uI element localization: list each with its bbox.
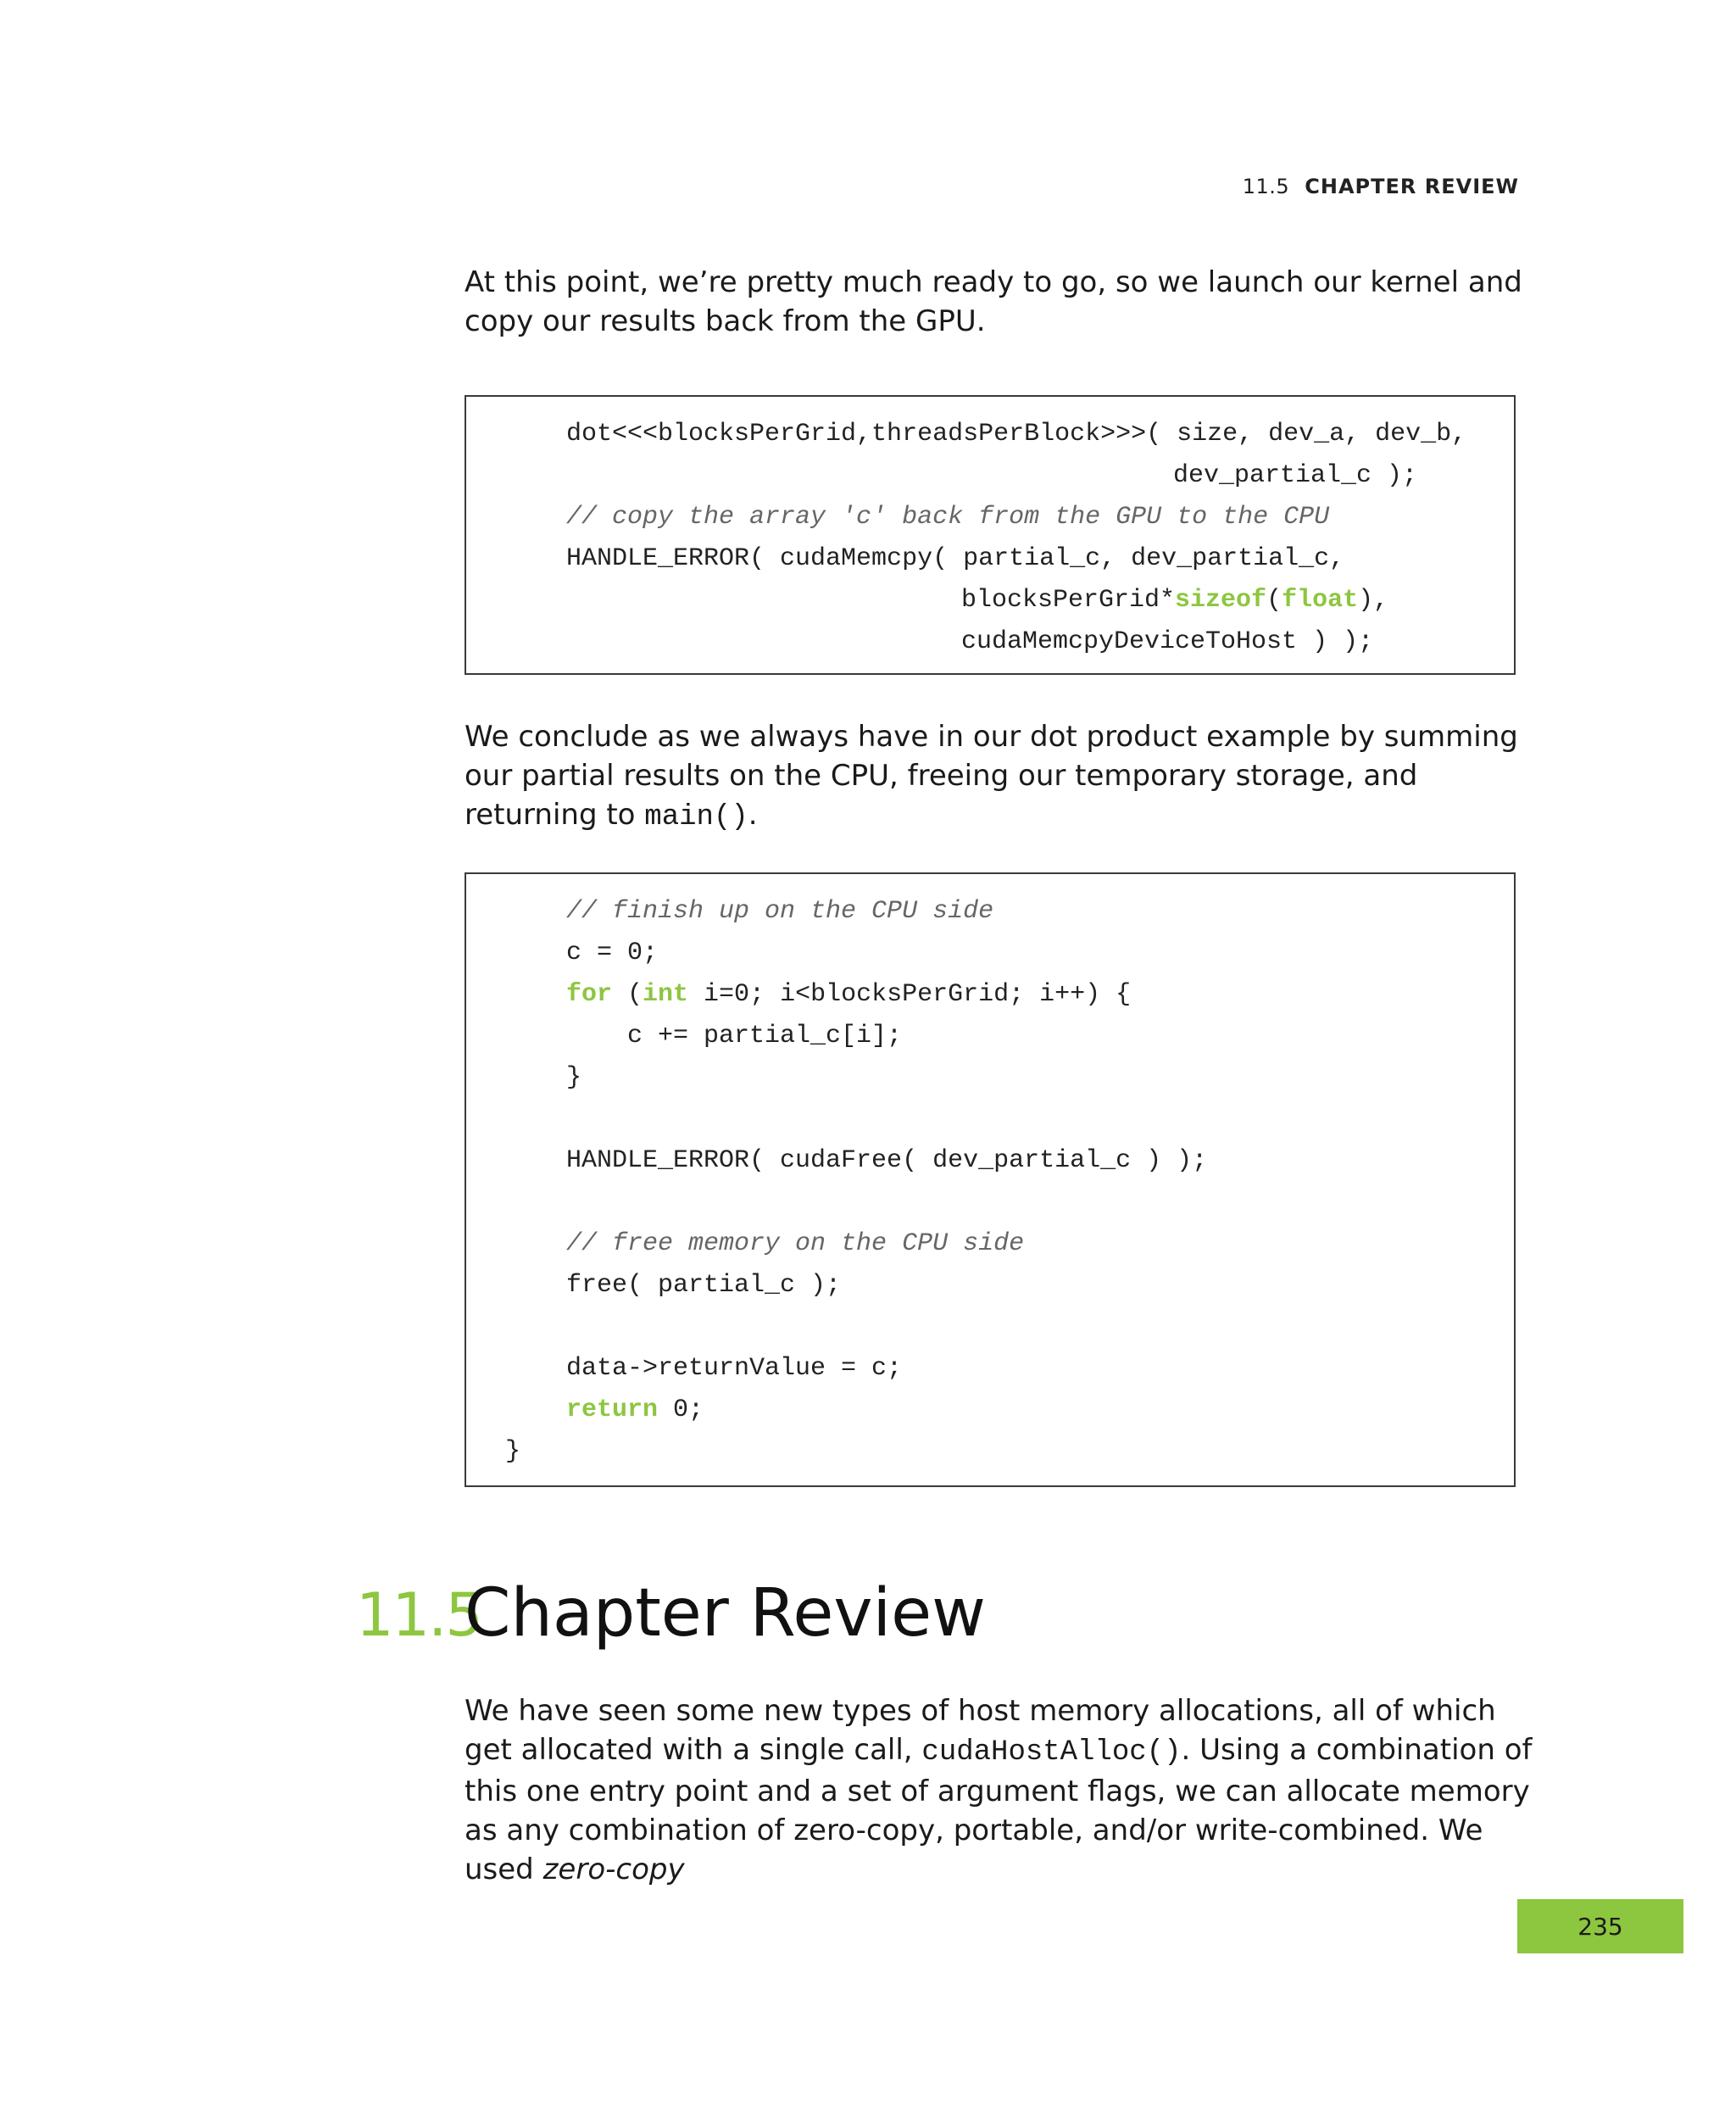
paragraph-review	[465, 1691, 1533, 1889]
section-number: 11.5	[356, 1580, 481, 1650]
paragraph-intro: At this point, we’re pretty much ready to go, so we launch our kernel and copy our results back from the GPU.	[465, 265, 1522, 338]
paragraph-conclusion	[465, 717, 1533, 837]
paragraph-text: .	[748, 798, 758, 832]
paragraph-text: . Using a combination of this one entry point and a set of argument flags, we can allocate memory as any combination of zero-copy, portable, and/or write-combined. We used	[465, 1733, 1533, 1886]
code-block-finish-cpu	[465, 872, 1516, 1487]
code-line: dot<<<blocksPerGrid,threadsPerBlock>>>( size, dev_a, dev_b,	[566, 420, 1467, 448]
code-keyword: sizeof	[1175, 586, 1267, 615]
code-comment: // free memory on the CPU side	[566, 1229, 1025, 1258]
inline-code: cudaHostAlloc()	[921, 1736, 1182, 1769]
code-line: }	[566, 1063, 582, 1092]
code-block-launch-kernel	[465, 395, 1516, 675]
code-line: c = 0;	[566, 939, 659, 967]
code-line: HANDLE_ERROR( cudaFree( dev_partial_c ) );	[566, 1146, 1208, 1175]
code-line	[961, 580, 1388, 621]
code-comment: // copy the array 'c' back from the GPU to the CPU	[566, 503, 1330, 532]
running-head	[1102, 175, 1519, 198]
page-number-box	[1517, 1899, 1683, 1953]
code-line: HANDLE_ERROR( cudaMemcpy( partial_c, dev_partial_c,	[566, 544, 1345, 573]
code-line: dev_partial_c );	[1173, 461, 1418, 490]
code-text: blocksPerGrid*	[961, 586, 1176, 615]
code-keyword: int	[643, 980, 689, 1009]
code-text: ),	[1358, 586, 1389, 615]
code-line: free( partial_c );	[566, 1271, 842, 1300]
paragraph-text: We conclude as we always have in our dot product example by summing our partial results on the CPU, freeing our temporary storage, and returning to	[465, 720, 1518, 832]
inline-code: main()	[644, 801, 748, 833]
code-comment: // finish up on the CPU side	[566, 897, 994, 926]
code-text: (	[1266, 586, 1283, 615]
code-text: (	[612, 980, 643, 1009]
code-line: data->returnValue = c;	[566, 1354, 903, 1383]
page-number: 235	[1577, 1912, 1623, 1941]
code-line: cudaMemcpyDeviceToHost ) );	[961, 627, 1374, 656]
paragraph-text: We have seen some new types of host memory allocations, all of which get allocated with a single call,	[465, 1694, 1496, 1767]
running-head-section-title: CHAPTER REVIEW	[1305, 175, 1519, 198]
code-text: i=0; i<blocksPerGrid; i++) {	[688, 980, 1132, 1009]
code-keyword: return	[566, 1396, 659, 1424]
emphasis-text: zero-copy	[542, 1852, 685, 1886]
code-keyword: float	[1282, 586, 1359, 615]
code-line: }	[505, 1437, 521, 1466]
code-line	[566, 1390, 704, 1431]
code-keyword: for	[566, 980, 613, 1009]
code-line	[566, 974, 1131, 1016]
code-text: 0;	[658, 1396, 704, 1424]
running-head-section-number: 11.5	[1242, 175, 1290, 198]
section-title: Chapter Review	[465, 1575, 986, 1652]
code-line: c += partial_c[i];	[627, 1022, 903, 1050]
